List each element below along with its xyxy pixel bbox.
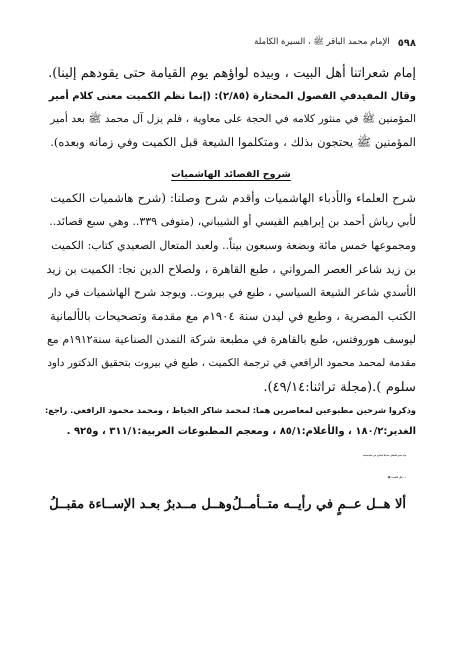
paragraph-3-line: مقدمة لمحمد محمود الرافعي في ترجمة الكميت ، طبع في بيروت بتحقيق الدكتور داود bbox=[47, 356, 416, 369]
paragraph-5-line-1: ولا يتسع المجال هنا إلا لنماذج من هاشمياته: bbox=[362, 455, 406, 458]
paragraph-3 bbox=[46, 187, 416, 399]
running-title: الإمام محمد الباقر ﷺ ، السيرة الكاملة bbox=[254, 37, 390, 47]
paragraph-3-line: شرح العلماء والأدباء الهاشميات وأقدم شرح وصلنا: (شرح هاشميات الكميت bbox=[50, 190, 416, 205]
running-header bbox=[52, 36, 416, 50]
paragraph-5-line-2: ١ - قال الكميت ﷺ: bbox=[387, 477, 406, 480]
paragraph-2-line-1 bbox=[46, 86, 416, 108]
paragraph-4-line-2: الغدير:١٨٠/٢ ، والأعلام:٨٥/١ ، ومعجم المطبوعات العربية:٣١١/١ ، و٩٢٥ . bbox=[66, 426, 416, 438]
paragraph-2-line-3: المؤمنين ﷺ يحتجون بذلك ، ومتكلموا الشيعة قبل الكميت وفي زمانه وبعده). bbox=[50, 135, 416, 150]
paragraph-3-line: الكتب المصرية ، وطبع في ليدن سنة ١٩٠٤م مع مقدمة وتصحيحات بالألمانية bbox=[49, 308, 416, 323]
poem-verse bbox=[46, 493, 416, 517]
paragraph-3-line: الأسدي شاعر الشيعة السياسي ، طبع في بيروت.. ويوجد شرح الهاشميات في دار bbox=[48, 286, 416, 300]
paragraph-2-line-2: المؤمنين ﷺ في منثور كلامه في الحجة على معاوية ، فلم يزل آل محمد ﷺ بعد أمير bbox=[50, 112, 416, 125]
verse-second-hemistich: وهــل مــدبرٌ بعـد الإســاءة مقبــلُ bbox=[49, 497, 232, 513]
paragraph-3-line: لأبي رياش أحمد بن إبراهيم القيسي أو الشيباني، (متوفى ٣٣٩.. وهي سبع قصائد.. bbox=[49, 215, 416, 229]
verse-first-hemistich: ألا هــل عــمٍ في رأيــه متــأمــلُ bbox=[231, 497, 406, 513]
mufid-name: وقال المفيد bbox=[356, 90, 416, 102]
section-heading bbox=[46, 165, 416, 185]
page-number: ٥٩٨ bbox=[397, 37, 416, 49]
paragraph-3-line: سلوم ).(مجلة تراثنا:٤٩/١٤). bbox=[263, 379, 416, 395]
section-heading-text: شروح القصائد الهاشميات bbox=[171, 168, 291, 180]
mufid-citation: في الفصول المختارة (٢/٨٥): (إنما نظم الكميت معنى كلام أمير bbox=[48, 90, 357, 102]
paragraph-3-line: ومجموعها خمس مائة وبضعة وسبعون بيتاً.. ولعبد المتعال الصعيدي كتاب: الكميت bbox=[51, 238, 416, 252]
paragraph-1-line-1: إمام شعراتنا أهل البيت ، وبيده لواؤهم يوم القيامة حتى يقودهم إلينا). bbox=[48, 66, 416, 81]
page-content bbox=[46, 62, 416, 517]
paragraph-4-line-1: وذكروا شرحين مطبوعين لمعاصرين هما: لمحمد شاكر الخياط ، ومحمد محمود الرافعي. راجع: bbox=[44, 405, 416, 416]
paragraph-3-line: بن زيد شاعر العصر المرواني ، طبع القاهرة ، ولصلاح الدين نجا: الكميت بن زيد bbox=[46, 262, 416, 276]
paragraph-3-line: ليوسف هوروفتس، طبع بالقاهرة في مطبعة شركة التمدن الصناعية سنة١٩١٢م مع bbox=[46, 333, 416, 347]
